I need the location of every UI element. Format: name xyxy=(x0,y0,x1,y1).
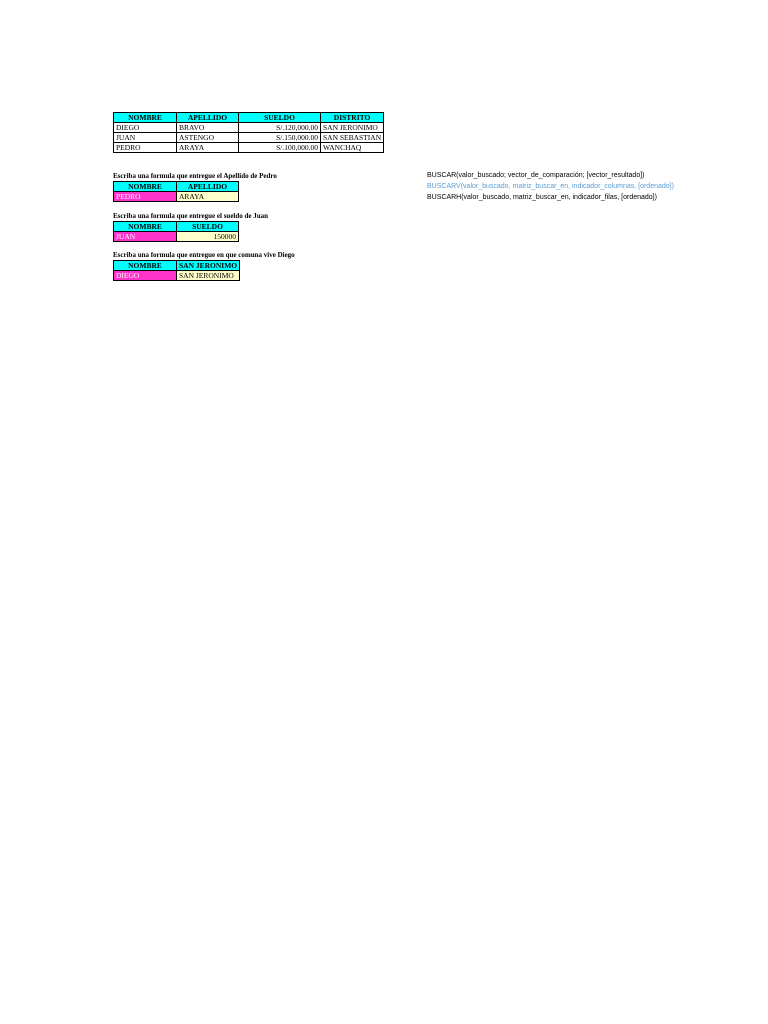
formula-buscarv[interactable]: BUSCARV(valor_buscado, matriz_buscar_en, indicador_columnas, [ordenado]) xyxy=(427,183,674,190)
q3-result-cell[interactable]: SAN JERONIMO xyxy=(177,271,240,281)
cell-sueldo[interactable]: S/.120,000.00 xyxy=(239,123,321,133)
cell-distrito[interactable]: SAN SEBASTIAN xyxy=(321,133,384,143)
q3-header-distrito[interactable]: SAN JERONIMO xyxy=(177,261,240,271)
formula-buscarh[interactable]: BUSCARH(valor_buscado, matriz_buscar_en, indicador_filas, [ordenado]) xyxy=(427,194,657,201)
header-row xyxy=(114,261,240,271)
question-1-title: Escriba una formula que entregue el Apellido de Pedro xyxy=(113,172,277,180)
formula-buscar[interactable]: BUSCAR(valor_buscado; vector_de_comparación; [vector_resultado]) xyxy=(427,172,645,179)
q1-input-cell[interactable]: PEDRO xyxy=(114,192,177,202)
q1-header-apellido[interactable]: APELLIDO xyxy=(177,182,239,192)
question-1-table xyxy=(113,181,239,202)
q2-header-sueldo[interactable]: SUELDO xyxy=(177,222,239,232)
cell-distrito[interactable]: WANCHAQ xyxy=(321,143,384,153)
table-row xyxy=(114,123,384,133)
cell-apellido[interactable]: ASTENGO xyxy=(177,133,239,143)
question-3-table xyxy=(113,260,240,281)
header-sueldo[interactable]: SUELDO xyxy=(239,113,321,123)
cell-nombre[interactable]: DIEGO xyxy=(114,123,177,133)
employee-table xyxy=(113,112,384,153)
question-3-title: Escriba una formula que entregue en que comuna vive Diego xyxy=(113,251,295,259)
header-distrito[interactable]: DISTRITO xyxy=(321,113,384,123)
cell-apellido[interactable]: ARAYA xyxy=(177,143,239,153)
cell-sueldo[interactable]: S/.150,000.00 xyxy=(239,133,321,143)
q3-header-nombre[interactable]: NOMBRE xyxy=(114,261,177,271)
cell-nombre[interactable]: PEDRO xyxy=(114,143,177,153)
q2-input-cell[interactable]: JUAN xyxy=(114,232,177,242)
q1-header-nombre[interactable]: NOMBRE xyxy=(114,182,177,192)
q3-input-cell[interactable]: DIEGO xyxy=(114,271,177,281)
table-row xyxy=(114,232,239,242)
table-row xyxy=(114,133,384,143)
q2-header-nombre[interactable]: NOMBRE xyxy=(114,222,177,232)
cell-nombre[interactable]: JUAN xyxy=(114,133,177,143)
table-row xyxy=(114,192,239,202)
header-row xyxy=(114,182,239,192)
header-row xyxy=(114,113,384,123)
cell-apellido[interactable]: BRAVO xyxy=(177,123,239,133)
header-apellido[interactable]: APELLIDO xyxy=(177,113,239,123)
cell-distrito[interactable]: SAN JERONIMO xyxy=(321,123,384,133)
q2-result-cell[interactable]: 150000 xyxy=(177,232,239,242)
table-row xyxy=(114,143,384,153)
q1-result-cell[interactable]: ARAYA xyxy=(177,192,239,202)
header-row xyxy=(114,222,239,232)
table-row xyxy=(114,271,240,281)
question-2-title: Escriba una formula que entregue el sueldo de Juan xyxy=(113,212,269,220)
cell-sueldo[interactable]: S/.100,000.00 xyxy=(239,143,321,153)
header-nombre[interactable]: NOMBRE xyxy=(114,113,177,123)
question-2-table xyxy=(113,221,239,242)
